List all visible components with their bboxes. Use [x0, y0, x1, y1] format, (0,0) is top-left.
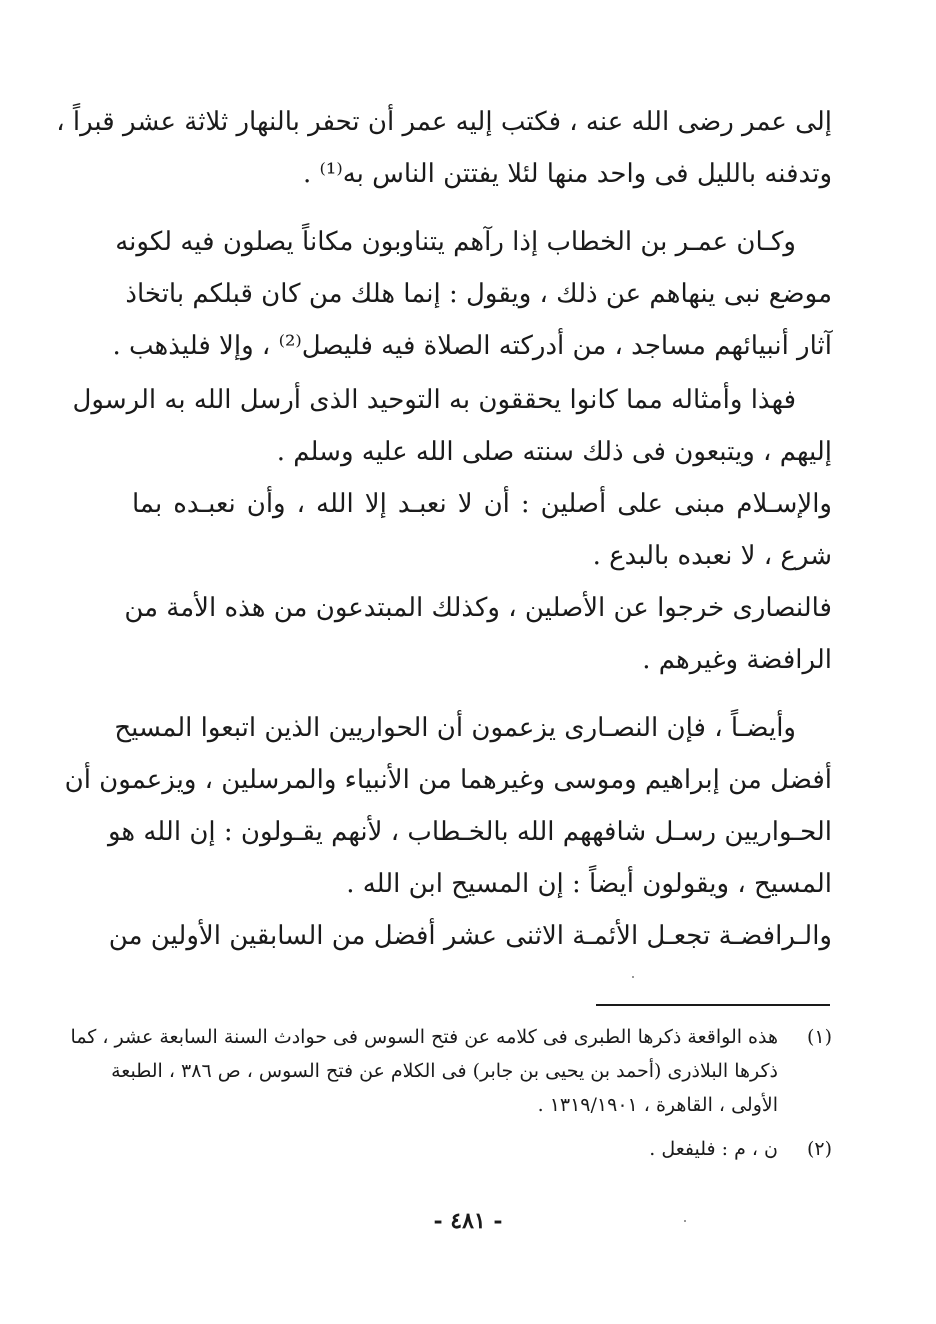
scan-speck	[684, 1220, 686, 1222]
footnote-1-line-1: هذه الواقعة ذكرها الطبرى فى كلامه عن فتح السوس فى حوادث السنة السابعة عشر ، كما	[70, 1026, 778, 1048]
footnote-1-line-3: الأولى ، القاهرة ، ١٣١٩/١٩٠١ .	[537, 1094, 778, 1116]
footnote-1-line-2: ذكرها البلاذرى (أحمد بن يحيى بن جابر) فى الكلام عن فتح السوس ، ص ٣٨٦ ، الطبعة	[111, 1060, 778, 1082]
footnote-2-number: (٢)	[806, 1138, 832, 1160]
body-line-2: وتدفنه بالليل فى واحد منها لئلا يفتتن الناس به⁽¹⁾ .	[303, 159, 832, 189]
body-line-8: والإسـلام مبنى على أصلين : أن لا نعبـد إلا الله ، وأن نعبـده بما	[132, 489, 832, 519]
body-line-15: المسيح ، ويقولون أيضاً : إن المسيح ابن الله .	[346, 869, 832, 899]
footnote-1-number: (١)	[806, 1026, 832, 1048]
body-line-7: إليهم ، ويتبعون فى ذلك سنته صلى الله عليه وسلم .	[276, 437, 832, 467]
body-line-5: آثار أنبيائهم مساجد ، من أدركته الصلاة فيه فليصل⁽²⁾ ، وإلا فليذهب .	[112, 331, 832, 361]
footnote-separator	[596, 1004, 830, 1006]
body-line-6: فهذا وأمثاله مما كانوا يحققون به التوحيد الذى أرسل الله به الرسول	[72, 385, 796, 415]
body-line-13: أفضل من إبراهيم وموسى وغيرهما من الأنبياء والمرسلين ، ويزعمون أن	[64, 765, 832, 795]
body-line-3: وكـان عمـر بن الخطاب إذا رآهم يتناوبون مكاناً يصلون فيه لكونه	[115, 227, 796, 257]
body-line-4: موضع نبى ينهاهم عن ذلك ، ويقول : إنما هلك من كان قبلكم باتخاذ	[125, 279, 832, 309]
body-line-9: شرع ، لا نعبده بالبدع .	[592, 541, 832, 571]
body-line-1: إلى عمر رضى الله عنه ، فكتب إليه عمر أن تحفر بالنهار ثلاثة عشر قبراً ،	[56, 107, 832, 137]
footnote-2-line-1: ن ، م : فليفعل .	[649, 1138, 778, 1160]
page-number: - ٤٨١ -	[433, 1208, 503, 1234]
body-line-14: الحـواريين رسـل شافههم الله بالخـطاب ، لأنهم يقـولون : إن الله هو	[107, 817, 832, 847]
body-line-12: وأيضـاً ، فإن النصـارى يزعمون أن الحواريين الذين اتبعوا المسيح	[114, 713, 796, 743]
body-line-10: فالنصارى خرجوا عن الأصلين ، وكذلك المبتدعون من هذه الأمة من	[124, 593, 832, 623]
body-line-16: والـرافضـة تجعـل الأئمـة الاثنى عشر أفضل من السابقين الأولين من	[108, 921, 832, 951]
body-line-11: الرافضة وغيرهم .	[642, 645, 832, 675]
scan-speck	[632, 976, 634, 978]
